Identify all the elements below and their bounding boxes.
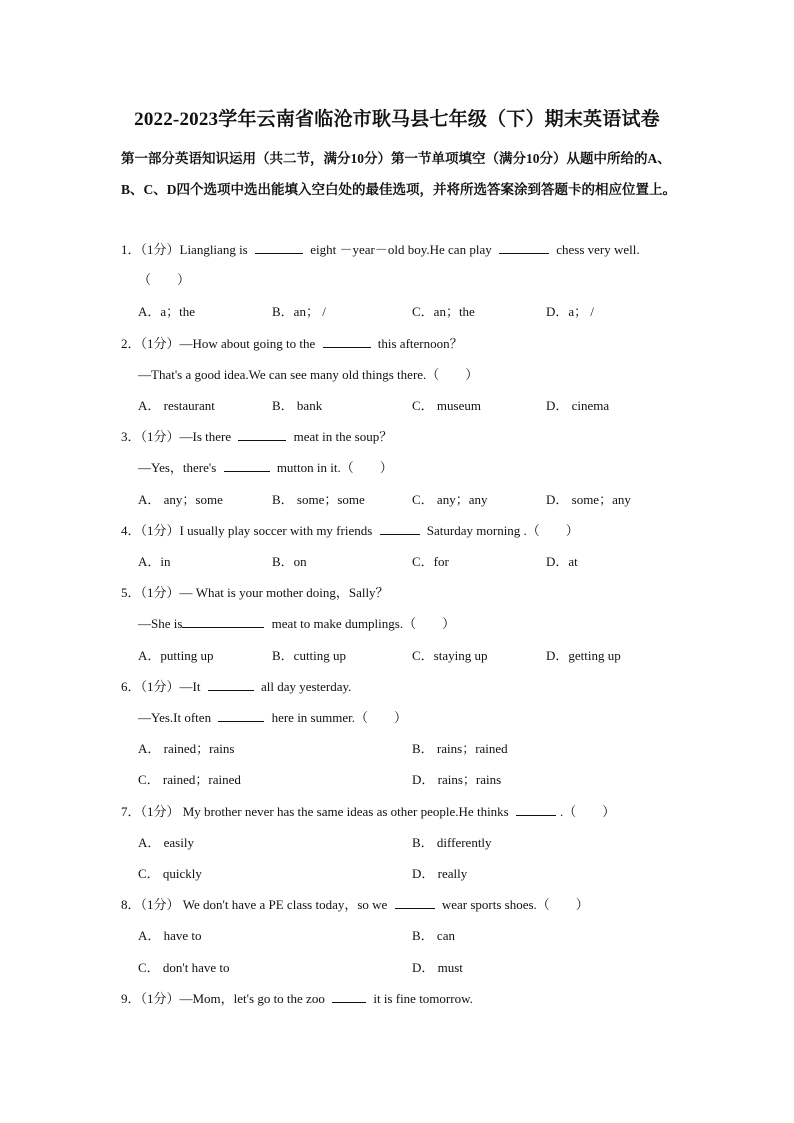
question-5-option-b: B．cutting up [272,648,347,663]
question-6-option-a: A． rained；rains [138,741,235,756]
question-6-option-d: D． rains；rains [412,772,502,787]
question-1-option-a: A．a；the [138,304,196,319]
answer-blank [516,814,556,816]
question-1-text-a: 1．（1分）Liangliang is [121,242,251,257]
answer-blank [182,626,264,628]
question-8-option-d: D． must [412,960,463,975]
question-1-bracket: （ ） [138,272,191,287]
question-2-option-a: A． restaurant [138,398,215,413]
question-3-option-b: B． some；some [272,492,365,507]
question-6-stem [121,676,351,695]
question-9-text-a: 9．（1分）—Mom，let's go to the zoo [121,991,329,1006]
answer-blank [255,252,303,254]
question-4-stem [121,520,579,539]
question-8-option-a: A． have to [138,928,202,943]
question-4-option-d: D．at [546,554,578,569]
question-3-text-b: meat in the soup？ [290,429,393,444]
question-7-text-b: .（ ） [559,804,616,819]
question-7-stem [121,801,615,820]
question-3-line-2-a: —Yes，there's [138,460,220,475]
answer-blank [395,907,435,909]
question-4-option-b: B．on [272,554,307,569]
question-9-text-b: it is fine tomorrow. [370,991,473,1006]
question-5-line-2-b: meat to make dumplings.（ ） [268,616,456,631]
question-2-option-c: C． museum [412,398,481,413]
question-6-option-b: B． rains；rained [412,741,508,756]
question-1-option-c: C．an；the [412,304,475,319]
question-8-text-b: wear sports shoes.（ ） [438,897,589,912]
question-8-text-a: 8．（1分） We don't have a PE class today，so we [121,897,391,912]
answer-blank [380,533,420,535]
question-7-option-d: D． really [412,866,468,881]
question-5-option-c: C．staying up [412,648,488,663]
question-6-option-c: C． rained；rained [138,772,241,787]
question-4-text-a: 4．（1分）I usually play soccer with my friends [121,523,376,538]
question-2-stem [121,333,463,352]
question-8-option-c: C． don't have to [138,960,230,975]
answer-blank [332,1001,366,1003]
question-8-option-b: B． can [412,928,455,943]
question-4-text-b: Saturday morning .（ ） [423,523,579,538]
answer-blank [499,252,549,254]
question-5-option-d: D．getting up [546,648,621,663]
question-4-option-a: A．in [138,554,171,569]
question-6-text-a: 6．（1分）—It [121,679,204,694]
answer-blank [323,346,371,348]
question-7-option-a: A． easily [138,835,194,850]
question-5-line-2 [138,613,455,632]
answer-blank [238,439,286,441]
question-3-option-a: A． any；some [138,492,223,507]
question-3-line-2-b: mutton in it.（ ） [273,460,393,475]
question-9-stem [121,988,473,1007]
answer-blank [218,720,264,722]
question-6-line-2-a: —Yes.It often [138,710,215,725]
question-5-option-a: A．putting up [138,648,214,663]
section-instructions: 第一部分英语知识运用（共二节，满分10分）第一节单项填空（满分10分）从题中所给的A、B、C、D四个选项中选出能填入空白处的最佳选项，并将所选答案涂到答题卡的相应位置上。 [121,151,677,197]
question-3-option-c: C． any；any [412,492,488,507]
question-1-option-d: D．a； / [546,304,595,319]
question-3-text-a: 3．（1分）—Is there [121,429,235,444]
question-3-option-d: D． some；any [546,492,631,507]
question-2-option-b: B． bank [272,398,323,413]
question-7-text-a: 7．（1分） My brother never has the same ideas as other people.He thinks [121,804,512,819]
question-6-line-2-b: here in summer.（ ） [268,710,407,725]
question-2-option-d: D． cinema [546,398,610,413]
question-6-line-2 [138,707,407,726]
question-8-stem [121,894,589,913]
question-2-text-a: 2．（1分）—How about going to the [121,336,319,351]
question-1-text-b: eight －year－old boy.He can play [307,242,495,257]
question-7-option-b: B． differently [412,835,492,850]
question-1-option-b: B．an； / [272,304,326,319]
question-5-line-2-a: —She is [138,616,183,631]
question-7-option-c: C． quickly [138,866,202,881]
question-1-text-c: chess very well. [552,242,640,257]
question-3-line-2 [138,457,393,476]
answer-blank [208,689,254,691]
question-1-stem [121,239,640,258]
question-3-stem [121,426,392,445]
question-2-line-2: —That's a good idea.We can see many old things there.（ ） [138,367,479,382]
answer-blank [224,470,270,472]
question-4-option-c: C．for [412,554,449,569]
page-title: 2022-2023学年云南省临沧市耿马县七年级（下）期末英语试卷 [134,109,660,130]
question-2-text-b: this afternoon？ [374,336,463,351]
question-5-stem: 5．（1分）— What is your mother doing，Sally？ [121,585,389,600]
question-6-text-b: all day yesterday. [257,679,352,694]
